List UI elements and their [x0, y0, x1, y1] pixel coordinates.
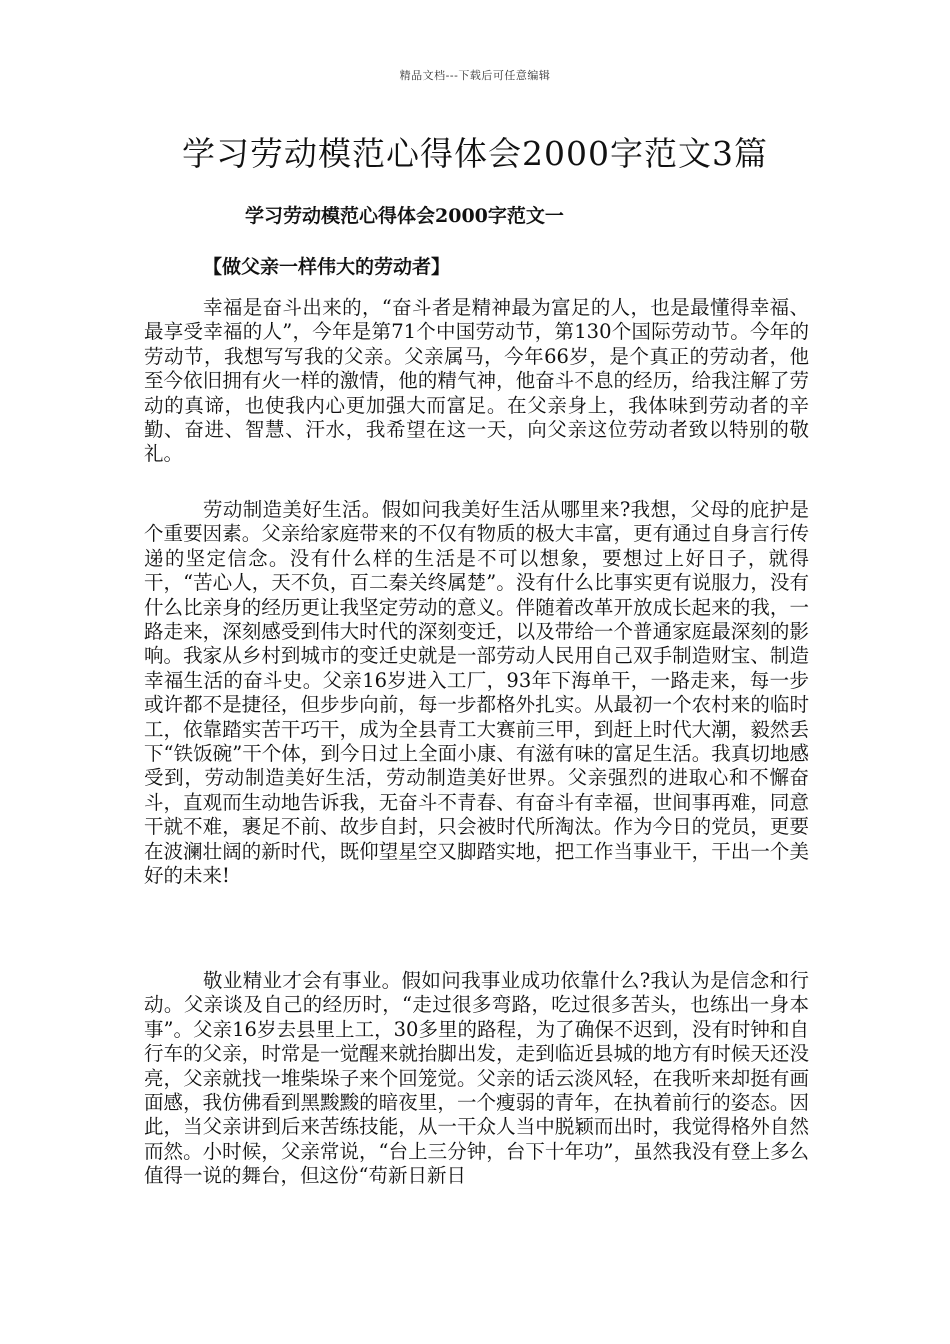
document-title: 学习劳动模范心得体会2000字范文3篇 [182, 134, 768, 173]
paragraph-3: 敬业精业才会有事业。假如问我事业成功依靠什么?我认为是信念和行动。父亲谈及自己的经历时，“走过很多弯路，吃过很多苦头，也练出一身本事”。父亲16岁去县里上工，30多里的路程，为了确保不迟到，没有时钟和自行车的父亲，时常是一觉醒来就抬脚出发，走到临近县城的地方有时候天还没亮，父亲就找一堆柴垛子来个回笼觉。父亲的话云淡风轻，在我听来却挺有画面感，我仿佛看到黑黢黢的暗夜里，一个瘦弱的青年，在执着前行的姿态。因此，当父亲讲到后来苦练技能，从一干众人当中脱颖而出时，我觉得格外自然而然。小时候，父亲常说，“台上三分钟，台下十年功”，虽然我没有登上多么值得一说的舞台，但这份“苟新日新日 [144, 969, 809, 1188]
header-note: 精品文档---下载后可任意编辑 [399, 69, 551, 82]
section-heading: 【做父亲一样伟大的劳动者】 [203, 256, 451, 278]
paragraph-2: 劳动制造美好生活。假如问我美好生活从哪里来?我想，父母的庇护是个重要因素。父亲给家庭带来的不仅有物质的极大丰富，更有通过自身言行传递的坚定信念。没有什么样的生活是不可以想象，要想过上好日子，就得干，“苦心人，天不负，百二秦关终属楚”。没有什么比事实更有说服力，没有什么比亲身的经历更让我坚定劳动的意义。伴随着改革开放成长起来的我，一路走来，深刻感受到伟大时代的深刻变迁，以及带给一个普通家庭最深刻的影响。我家从乡村到城市的变迁史就是一部劳动人民用自己双手制造财宝、制造幸福生活的奋斗史。父亲16岁进入工厂，93年下海单干，一路走来，每一步或许都不是捷径，但步步向前，每一步都格外扎实。从最初一个农村来的临时工，依靠踏实苦干巧干，成为全县青工大赛前三甲，到赶上时代大潮，毅然丢下“铁饭碗”干个体，到今日过上全面小康、有滋有味的富足生活。我真切地感受到，劳动制造美好生活，劳动制造美好世界。父亲强烈的进取心和不懈奋斗，直观而生动地告诉我，无奋斗不青春、有奋斗有幸福，世间事再难，同意干就不难，裹足不前、故步自封，只会被时代所淘汰。作为今日的党员，更要在波澜壮阔的新时代，既仰望星空又脚踏实地，把工作当事业干，干出一个美好的未来! [144, 498, 809, 888]
document-subtitle: 学习劳动模范心得体会2000字范文一 [245, 205, 564, 227]
paragraph-1: 幸福是奋斗出来的，“奋斗者是精神最为富足的人，也是最懂得幸福、最享受幸福的人”，今年是第71个中国劳动节，第130个国际劳动节。今年的劳动节，我想写写我的父亲。父亲属马，今年66岁，是个真正的劳动者，他至今依旧拥有火一样的激情，他的精气神，他奋斗不息的经历，给我注解了劳动的真谛，也使我内心更加强大而富足。在父亲身上，我体味到劳动者的辛勤、奋进、智慧、汗水，我希望在这一天，向父亲这位劳动者致以特别的敬礼。 [144, 296, 809, 466]
